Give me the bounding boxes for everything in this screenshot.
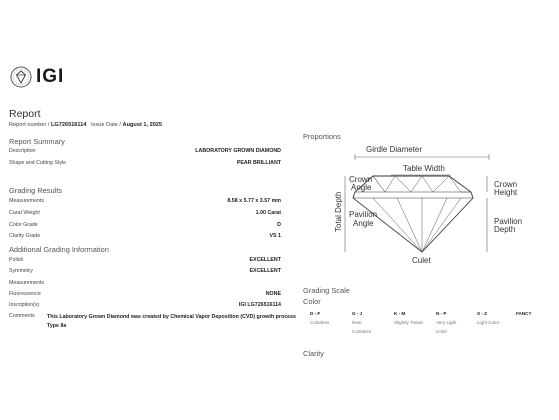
report-number: LG726516114 [50,122,87,128]
report-meta [9,122,162,128]
additional-row-fluorescence [9,291,281,300]
color-scale-sz [477,309,499,327]
culet-label: Culet [412,256,431,265]
row-label: Symmetry [9,268,33,274]
report-number-label: Report number / [9,122,50,128]
row-value: NONE [265,291,281,297]
additional-row-symmetry [9,268,281,277]
grading-scale-title: Grading Scale [303,286,350,295]
report-title: Report [9,108,41,120]
color-scale-desc: Very Light [436,320,457,325]
row-label: Carat Weight [9,210,40,216]
color-scale-desc: Slightly Tinted [394,320,423,325]
color-scale-gj [352,309,371,336]
additional-title: Additional Grading Information [9,245,109,254]
row-label: Inscription(s) [9,302,40,308]
pavilion-depth-label-2: Depth [494,225,516,234]
row-label: Measurements [9,280,45,286]
pavilion-angle-label-1: Pavilion [349,210,378,219]
crown-angle-label-2: Angle [351,183,372,192]
brand-name: IGI [36,66,65,87]
igi-seal-icon [10,66,32,88]
row-label: Clarity Grade [9,233,41,239]
grading-row-measurements [9,198,281,207]
color-scale-code: D - F [310,311,321,316]
igi-logo [10,66,64,88]
grading-row-carat [9,210,281,219]
color-scale-code: G - J [352,311,363,316]
color-scale-desc-2: Colorless [352,329,372,334]
grading-row-clarity [9,233,281,242]
row-value: 1.00 Carat [255,210,281,216]
grading-row-color [9,222,281,231]
pavilion-depth-label-1: Pavilion [494,217,523,226]
comments-label: Comments [9,313,35,319]
row-label: Color Grade [9,222,38,228]
issue-date: August 1, 2025 [122,122,163,128]
color-scale-desc: Colorless [310,320,330,325]
row-label: Fluorescence [9,291,41,297]
row-value: D [277,222,281,228]
row-label: Shape and Cutting Style [9,160,67,166]
row-value: EXCELLENT [249,257,281,263]
color-scale-desc-2: Color [436,329,447,334]
row-value: IGI LG726516114 [238,302,281,308]
pavilion-angle-label-2: Angle [353,219,374,228]
additional-row-measurements [9,280,281,289]
crown-angle-label-1: Crown [349,175,373,184]
issue-date-label: Issue Date / [91,122,121,128]
proportions-diagram [303,140,529,268]
proportions-title: Proportions [303,132,341,141]
color-scale-km [394,309,423,327]
color-scale-code: N - P [436,311,447,316]
additional-row-polish [9,257,281,266]
table-width-label: Table Width [403,164,445,173]
color-scale-title: Color [303,297,321,306]
color-scale-fancy [516,309,532,318]
row-label: Polish [9,257,24,263]
color-scale-code: S - Z [477,311,487,316]
crown-height-label-2: Height [494,188,518,197]
row-value: EXCELLENT [249,268,281,274]
girdle-diameter-label: Girdle Diameter [366,145,423,154]
summary-row-description [9,148,281,157]
color-scale-code: K - M [394,311,406,316]
comments-text: This Laboratory Grown Diamond was created by Chemical Vapor Deposition (CVD) growth process Type IIa [47,314,297,329]
row-value: PEAR BRILLIANT [236,160,281,166]
row-value: LABORATORY GROWN DIAMOND [195,148,281,154]
crown-height-label-1: Crown [494,180,518,189]
total-depth-label: Total Depth [334,191,343,232]
clarity-scale-title: Clarity [303,349,324,358]
color-scale-code: FANCY [516,311,532,316]
grading-title: Grading Results [9,186,62,195]
additional-row-inscription [9,302,281,311]
summary-title: Report Summary [9,137,65,146]
row-value: 8.58 x 5.77 x 3.57 mm [227,198,281,204]
row-label: Description [9,148,36,154]
row-value: VS 1 [269,233,281,239]
row-label: Measurements [9,198,45,204]
color-scale-desc: Near [352,320,362,325]
color-scale-np [436,309,456,336]
summary-row-shape [9,160,281,169]
color-scale-desc: Light Color [477,320,500,325]
color-scale-df [310,309,329,327]
